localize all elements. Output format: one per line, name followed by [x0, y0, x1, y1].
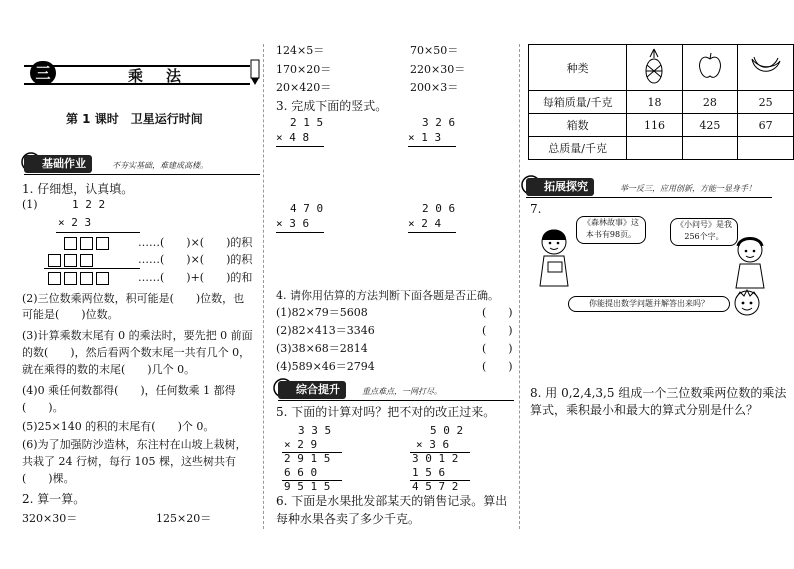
q5-c2-line5: 4 5 7 2: [412, 480, 459, 493]
q1-multiplier: × 2 3: [58, 216, 92, 229]
q1-rule-1: [56, 232, 140, 233]
q1-box-row-3: [48, 271, 112, 285]
table-header-boxes: 箱数: [529, 114, 627, 137]
column-separator-1: [263, 44, 264, 529]
basic-section-subtitle: 不夯实基础，难建成高楼。: [112, 161, 208, 170]
q4-paren-2: ( ): [482, 324, 513, 337]
q4-paren-3: ( ): [482, 342, 513, 355]
q1-p4a: (4)0 乘任何数都得( )，任何数乘 1 都得: [22, 384, 236, 397]
q4-item-4: (4)589×46＝2794: [276, 360, 375, 373]
boy-figure-icon: [726, 232, 776, 290]
bubble2-line-b: 256个字。: [684, 232, 724, 241]
calc-d: 220×30＝: [410, 63, 466, 76]
banana-icon: [749, 53, 783, 79]
q1-p6b: 共栽了 24 行树，每行 105 棵，这些树共有: [22, 455, 236, 468]
q4-paren-4: ( ): [482, 360, 513, 373]
q1-p2b: 可能是( )位数。: [22, 308, 119, 321]
chapter-number-badge: 三: [30, 61, 56, 85]
q5-c1-line2: × 2 9: [284, 438, 318, 451]
column-separator-2: [519, 44, 520, 529]
table-header-weight: 每箱质量/千克: [529, 91, 627, 114]
calc-e: 20×420＝: [276, 81, 332, 94]
table-header-kind: 种类: [529, 45, 627, 91]
speech-bubble-3: 你能提出数学问题并解答出来吗？: [568, 296, 730, 312]
fruit-table: [528, 44, 794, 160]
q5-c1-line1: 3 3 5: [298, 424, 332, 437]
expand-section-subtitle: 举一反三，应用创新，方能一显身手！: [620, 184, 756, 193]
q7-title: 7.: [530, 202, 542, 216]
expand-section-tag: 拓展探究: [526, 178, 594, 196]
calc-c: 170×20＝: [276, 63, 332, 76]
chapter-banner: [24, 62, 260, 84]
q3-v1-top: 2 1 5: [290, 116, 324, 129]
girl-figure-icon: [530, 224, 580, 294]
q3-v2-rule: [408, 146, 456, 147]
q2-item-b: 125×20＝: [156, 512, 212, 525]
q1-p4b: ( )。: [22, 401, 64, 414]
total-banana: [738, 137, 794, 160]
q4-item-3: (3)38×68＝2814: [276, 342, 368, 355]
weight-apple: 28: [682, 91, 737, 114]
q5-c2-line4: 1 5 6: [412, 466, 446, 479]
expand-underline: [526, 197, 772, 198]
q8-line-b: 算式，乘积最小和最大的算式分别是什么？: [530, 403, 759, 417]
q1-p3b: 的数( )，然后看两个数末尾一共有几个 0，: [22, 346, 251, 359]
basic-underline: [24, 174, 260, 175]
q4-item-2: (2)82×413＝3346: [276, 324, 375, 337]
bubble2-line-a: 《小问号》是我: [676, 220, 732, 229]
q5-c2-line3: 3 0 1 2: [412, 452, 459, 465]
chapter-title: 乘 法: [128, 67, 186, 85]
q4-title: 4. 请你用估算的方法判断下面各题是否正确。: [276, 289, 499, 302]
q4-paren-1: ( ): [482, 306, 513, 319]
q2-item-a: 320×30＝: [22, 512, 78, 525]
pineapple-cell: [627, 45, 682, 91]
q1-rule-2: [44, 268, 140, 269]
q3-v3-top: 4 7 0: [290, 202, 324, 215]
q3-v1-bottom: × 4 8: [276, 131, 310, 144]
q8-line-a: 8. 用 0,2,4,3,5 组成一个三位数乘两位数的乘法: [530, 386, 787, 400]
q4-item-1: (1)82×79＝5608: [276, 306, 368, 319]
q3-v1-rule: [276, 146, 324, 147]
q1-title: 1. 仔细想，认真填。: [22, 182, 134, 196]
q1-p3c: 就在乘得的数的末尾( )几个 0。: [22, 363, 196, 376]
q1-multiplicand: 1 2 2: [72, 198, 106, 211]
lesson-title: 第 1 课时 卫星运行时间: [66, 112, 203, 126]
boxes-banana: 67: [738, 114, 794, 137]
boxes-pineapple: 116: [627, 114, 682, 137]
q1-row2-text: ……( )×( )的积: [138, 253, 253, 266]
q1-label: (1): [22, 198, 38, 211]
q6-line-b: 每种水果各卖了多少千克。: [276, 512, 421, 526]
q3-v2-bottom: × 1 3: [408, 131, 442, 144]
q1-p6a: (6)为了加强防沙造林，东注村在山坡上栽树，: [22, 438, 247, 451]
basic-section-tag: 基础作业: [24, 155, 92, 173]
q1-row3-text: ……( )+( )的和: [138, 271, 253, 284]
weight-pineapple: 18: [627, 91, 682, 114]
boxes-apple: 425: [682, 114, 737, 137]
pineapple-icon: [641, 47, 667, 85]
pencil-icon: [246, 58, 264, 86]
q3-v4-rule: [408, 232, 456, 233]
calc-f: 200×3＝: [410, 81, 459, 94]
q2-title: 2. 算一算。: [22, 492, 86, 506]
calc-b: 70×50＝: [410, 44, 459, 57]
q1-row1-text: ……( )×( )的积: [138, 236, 253, 249]
smiling-face-icon: [732, 288, 762, 318]
weight-banana: 25: [738, 91, 794, 114]
q6-line-a: 6. 下面是水果批发部某天的销售记录。算出: [276, 494, 508, 508]
improve-section-tag: 综合提升: [278, 381, 346, 399]
q1-box-row-1: [64, 236, 112, 250]
improve-underline: [278, 400, 514, 401]
q3-v3-rule: [276, 232, 324, 233]
q3-v4-top: 2 0 6: [422, 202, 456, 215]
banana-cell: [738, 45, 794, 91]
q5-c1-line3: 2 9 1 5: [284, 452, 331, 465]
q3-v3-bottom: × 3 6: [276, 217, 310, 230]
q5-c1-line4: 6 6 0: [284, 466, 318, 479]
q1-p3a: (3)计算乘数末尾有 0 的乘法时，要先把 0 前面: [22, 329, 253, 342]
q5-c2-line2: × 3 6: [416, 438, 450, 451]
total-apple: [682, 137, 737, 160]
q5-c2-line1: 5 0 2: [430, 424, 464, 437]
bubble1-line-b: 本书有98页。: [585, 230, 637, 239]
q3-v2-top: 3 2 6: [422, 116, 456, 129]
q1-p2a: (2)三位数乘两位数，积可能是( )位数，也: [22, 292, 245, 305]
q3-v4-bottom: × 2 4: [408, 217, 442, 230]
speech-bubble-1: [576, 216, 646, 244]
calc-a: 124×5＝: [276, 44, 325, 57]
q5-title: 5. 下面的计算对吗？把不对的改正过来。: [276, 405, 496, 419]
q1-box-row-2: [48, 253, 96, 267]
improve-section-subtitle: 重点难点，一网打尽。: [362, 387, 442, 396]
apple-cell: [682, 45, 737, 91]
q1-p5: (5)25×140 的积的末尾有( )个 0。: [22, 420, 215, 433]
q3-title: 3. 完成下面的竖式。: [276, 99, 388, 113]
table-header-total: 总质量/千克: [529, 137, 627, 160]
bubble1-line-a: 《森林故事》这: [583, 218, 639, 227]
q1-p6c: ( )棵。: [22, 472, 75, 485]
q5-c1-line5: 9 5 1 5: [284, 480, 331, 493]
total-pineapple: [627, 137, 682, 160]
apple-icon: [696, 51, 724, 81]
